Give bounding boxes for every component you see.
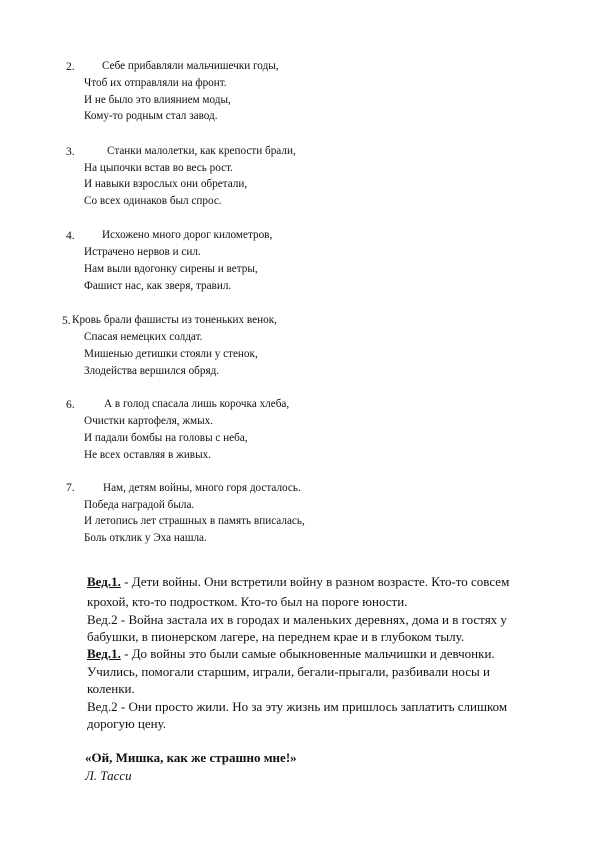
prose-paragraph-1-cont: крохой, кто-то подростком. Кто-то был на пороге юности. — [87, 594, 408, 609]
verse-line: Станки малолетки, как крепости брали, — [107, 145, 296, 157]
prose-paragraph-5-cont: дорогую цену. — [87, 716, 167, 731]
stanza-number: 6. — [66, 398, 75, 411]
verse-line: Не всех оставляя в живых. — [84, 449, 211, 461]
prose-paragraph-3-cont: Учились, помогали старшим, играли, бегали-прыгали, разбивали носы и — [87, 664, 490, 679]
verse-line: На цыпочки встав во весь рост. — [84, 162, 233, 174]
verse-line: И навыки взрослых они обретали, — [84, 178, 248, 190]
stanza-number: 3. — [66, 145, 75, 158]
prose-paragraph-1 — [87, 575, 509, 588]
verse-line: Победа наградой была. — [84, 499, 195, 511]
prose-paragraph-4: коленки. — [87, 681, 135, 696]
verse-line: И падали бомбы на головы с неба, — [84, 432, 248, 444]
speaker-label: Вед.1. — [87, 646, 121, 661]
verse-line: И летопись лет страшных в память вписалась, — [84, 515, 305, 527]
verse-line: Мишенью детишки стояли у стенок, — [84, 348, 258, 360]
stanza-number: 4. — [66, 229, 75, 242]
prose-text: - Дети войны. Они встретили войну в разном возрасте. Кто-то совсем — [120, 574, 510, 589]
verse-line: Нам, детям войны, много горя досталось. — [103, 482, 301, 494]
prose-text: - До войны это были самые обыкновенные мальчишки и девчонки. — [120, 646, 495, 661]
verse-line: Боль отклик у Эха нашла. — [84, 532, 207, 544]
verse-line: Кому-то родным стал завод. — [84, 110, 218, 122]
verse-line: Спасая немецких солдат. — [84, 331, 203, 343]
verse-line: Злодейства вершился обряд. — [84, 365, 220, 377]
verse-line: Нам выли вдогонку сирены и ветры, — [84, 263, 258, 275]
stanza-number: 7. — [66, 481, 75, 494]
prose-paragraph-3 — [87, 647, 495, 660]
verse-line: Очистки картофеля, жмых. — [84, 415, 214, 427]
verse-line: Чтоб их отправляли на фронт. — [84, 77, 227, 89]
verse-line: Фашист нас, как зверя, травил. — [84, 280, 232, 292]
prose-paragraph-2: Вед.2 - Война застала их в городах и маленьких деревнях, дома и в гостях у — [87, 612, 507, 627]
verse-line: Кровь брали фашисты из тоненьких венок, — [72, 314, 277, 326]
stanza-number: 2. — [66, 60, 75, 73]
poem-title: «Ой, Мишка, как же страшно мне!» — [85, 750, 297, 765]
prose-paragraph-2-cont: бабушки, в пионерском лагере, на переднем крае и в глубоком тылу. — [87, 629, 465, 644]
speaker-label: Вед.1. — [87, 574, 121, 589]
stanza-number: 5. — [62, 314, 71, 327]
verse-line: Со всех одинаков был спрос. — [84, 195, 222, 207]
verse-line: Истрачено нервов и сил. — [84, 246, 201, 258]
verse-line: Исхожено много дорог километров, — [102, 229, 273, 241]
verse-line: А в голод спасала лишь корочка хлеба, — [104, 398, 290, 410]
poem-author: Л. Тасси — [85, 768, 132, 783]
prose-paragraph-5: Вед.2 - Они просто жили. Но за эту жизнь им пришлось заплатить слишком — [87, 699, 508, 714]
verse-line: И не было это влиянием моды, — [84, 94, 231, 106]
verse-line: Себе прибавляли мальчишечки годы, — [102, 60, 279, 72]
